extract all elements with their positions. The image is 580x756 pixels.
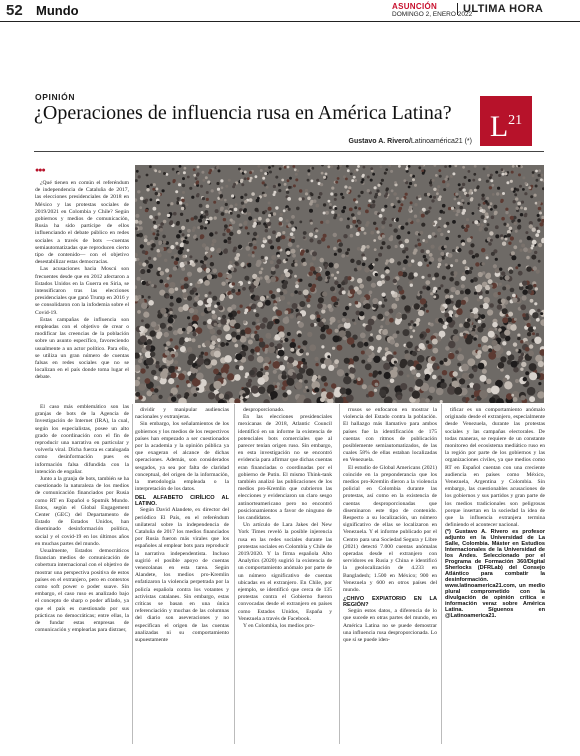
- column-2: [135, 407, 229, 747]
- article-kicker: OPINIÓN: [35, 92, 76, 102]
- city-label: ASUNCIÓN: [392, 2, 438, 11]
- newspaper-name: ULTIMA HORA: [457, 3, 543, 15]
- column-1-top: [35, 180, 129, 402]
- paragraph: En las elecciones presidenciales mexicanas de 2018, Atlantic Council identificó en un informe la existencia de potenciales bots comerciales que al parecer tenían origen ruso. Sin embargo, en esta investigación no se encontró evidencia para afirmar que dichas cuentas eran financiadas o coordinadas por el gobierno de Putin. El mismo Think-tank también analizó las publicaciones de los medios pro-Kremlin que cubrieron las elecciones y evidenciaron un claro sesgo antinorteamericano pero no encontró posicionamientos a favor de ninguno de los candidatos.: [238, 414, 332, 522]
- subheading: DEL ALFABETO CIRÍLICO AL LATINO.: [135, 495, 229, 508]
- page-header: [0, 0, 580, 22]
- l21-logo: [480, 96, 532, 146]
- date-label: DOMINGO 2, ENERO 2022: [392, 11, 473, 18]
- author-source: Latinoamérica21 (*): [410, 138, 472, 145]
- paragraph: Junto a la granja de bots, también se ha cuestionado la naturaleza de los medios de comunicación financiados por Rusia como RT en Español o Sputnik Mundo. Estos, según el Global Engagement Center (GEC) del Departamento de Estado de Estados Unidos, han diseminado desinformación política, social y el covid-19 en los últimos años en muchas partes del mundo.: [35, 476, 129, 547]
- paragraph: Según estos datos, a diferencia de lo que sucede en otras partes del mundo, en América Latina no se puede demostrar una influencia rusa desproporcionada. Lo que sí se puede iden-: [343, 608, 437, 644]
- column-divider: [441, 404, 442, 744]
- column-4: [343, 407, 437, 747]
- paragraph: Usualmente, Estados democráticos financian medios de comunicación de cobertura internacional con el objetivo de mostrar una perspectiva positiva de estos países en el extranjero, pero en contextos como soft power o poder suave. Sin embargo, el caso ruso es analizado bajo el concepto de sharp o poder afilado, ya que el país es cuestionado por sus prácticas no democráticas; entre ellas, la de fundar estas empresas de comunicación y emplearlas para distraer,: [35, 548, 129, 634]
- paragraph: El estudio de Global Americans (2021) coincide en la preponderancia que los medios pro-Kremlin dieron a la violencia policial en Colombia durante las protestas, así como en la existencia de cuentas desproporcionadas que diseminaron este tipo de contenido. Respecto a su localización, un número significativo de ellas se localizaron en Venezuela. Y el informe publicado por el Centro para una Sociedad Segura y Libre (2021) detectó 7.000 cuentas anómalas operadas desde el extranjero con servidores en Rusia y China e identificó la geolocalización de 4.233 en Bangladesh; 1.500 en México; 900 en Venezuela y 600 en otros países del mundo.: [343, 464, 437, 594]
- paragraph: Estas campañas de influencia son empleadas con el objetivo de crear o modificar las creencias de la población sobre un asunto específico, favoreciendo usualmente a un actor político. Para ello, se utiliza un gran número de cuentas falsas en redes sociales que no se localizan en el país donde toma lugar el debate.: [35, 316, 129, 381]
- column-divider: [132, 404, 133, 744]
- byline: [280, 138, 472, 145]
- subheading: ¿CHIVO EXPIATORIO EN LA REGIÓN?: [343, 596, 437, 609]
- paragraph: rrusos se enfocaron en mostrar la violencia del Estado contra la población. El hallazgo más llamativo para ambos países fue la identificación de 175 cuentas con ritmos de publicación posiblemente semiautomatizados, de las cuales 58% de ellas estaban localizadas en Venezuela.: [343, 407, 437, 464]
- logo-number: 21: [508, 113, 523, 128]
- paragraph: Y en Colombia, los medios pro-: [243, 623, 315, 630]
- column-5: [445, 407, 545, 747]
- article-title: ¿Operaciones de influencia rusa en América Latina?: [34, 102, 452, 124]
- paragraph: dividir y manipular audiencias nacionales y extranjeras.: [135, 407, 229, 421]
- section-name: Mundo: [36, 3, 79, 18]
- three-dots-icon: ●●●: [35, 166, 45, 174]
- author-bio: (*) Gustavo A. Rivero es profesor adjunto en la Universidad de La Salle, Colombia. Máster en Estudios Internacionales de la Universidad de los Andes. Seleccionado por el Programa de Formación 360/Digital Sherlocks (DFRLab) del Consejo Atlántico para combatir la desinformación. www.latinoamerica21.com, un medio plural comprometido con la divulgación de opinión crítica e información veraz sobre América Latina. Síguenos en @Latinoamerica21.: [445, 529, 545, 620]
- paragraph: Las acusaciones hacia Moscú son frecuentes desde que en 2012 afectaron a Estados Unidos en la Guerra en Siria, se intensificaron tras las elecciones presidenciales que ganó Trump en 2016 y se consolidaron con la infodemia sobre el Covid-19.: [35, 266, 129, 316]
- page-number: 52: [6, 2, 23, 19]
- crowd-image: [135, 165, 544, 403]
- paragraph: El caso más emblemático son las granjas de bots de la Agencia de Investigación de Internet (IRA), la cual, según los especialistas, posee un alto grado de coordinación con el fin de reproducir una narrativa en particular y volverla viral. Dicha fuerza es catalogada como desinformación pues es información falsa difundida con la intención de engañar.: [35, 404, 129, 475]
- author-name: Gustavo A. Rivero/: [348, 138, 411, 145]
- title-divider: [34, 151, 544, 152]
- column-3: [238, 407, 332, 747]
- paragraph: ¿Qué tienen en común el referéndum de independencia de Cataluña de 2017, las elecciones presidenciales de 2018 en México y las protestas sociales de 2019/2021 en Colombia y Chile? Según gobiernos y medios de comunicación, Rusia ha sido partícipe de ellos influenciando el debate público en redes sociales a través de bots —cuentas semiautomatizadas que reproducen cierto tipo de contenido— con el objetivo desestabilizar estas democracias.: [35, 180, 129, 266]
- column-1-bottom: [35, 404, 129, 748]
- crowd-photo: [135, 165, 544, 403]
- paragraph: Sin embargo, los señalamientos de los gobiernos y los medios de los respectivos países han empezado a ser cuestionados por la academia y la opinión pública ya que exageran el alcance de dichas operaciones. Además, son considerados sesgados, ya sea por falta de claridad conceptual, del origen de la información, la metodología empleada o la interpretación de los datos.: [135, 421, 229, 493]
- column-divider: [339, 404, 340, 744]
- paragraph: Según David Alandete, ex director del periódico El País, en el referéndum unilateral sobre la independencia de Cataluña de 2017 los medios financiados por Rusia fueron más virales que los españoles al emplear bots para reproducir la narrativa independentista. Incluso sugirió el posible apoyo de cuentas venezolanas en esta tarea. Según Alandete, los medios pro-Kremlin enfatizaron la violencia perpetrada por la policía española contra los votantes y activistas catalanes. Sin embargo, estas críticas se basan en una única referenciación y muchas de las columnas del diario son aseveraciones y no especifican el origen de las cuentas analizadas ni su comportamiento supuestamente: [135, 507, 229, 644]
- paragraph: tificar es un comportamiento anómalo originado desde el extranjero, especialmente desde Venezuela, durante las protestas sociales y las campañas electorales. De todas maneras, se requiere de un constante monitoreo del ecosistema mediático ruso en la región por parte de los gobiernos y las organizaciones civiles, ya que medios como RT en Español cuentan con una creciente audiencia en países como México, Venezuela, Argentina y Colombia. Sin embargo, las cuestionables acusaciones de los gobiernos y sus partidos y gran parte de los medios tradicionales son peligrosas porque insertan en la sociedad la idea de que la influencia extranjera termina definiendo el acontecer nacional.: [445, 407, 545, 529]
- paragraph: Un artículo de Lara Jakes del New York Times reveló la posible injerencia rusa en las redes sociales durante las protestas sociales en Colombia y Chile de 2019/2020. Y la firma española Alto Analytics (2020) sugirió la existencia de un comportamiento anómalo por parte de un número significativo de cuentas ubicadas en el extranjero. En Chile, por ejemplo, se identificó que cerca de 135 protestas contra el Gobierno fueron convocadas desde el extranjero en países como Estados Unidos, España y Venezuela a través de Facebook.: [238, 522, 332, 622]
- logo-letter: L: [489, 110, 509, 143]
- column-divider: [234, 404, 235, 744]
- paragraph: desproporcionado.: [243, 407, 285, 413]
